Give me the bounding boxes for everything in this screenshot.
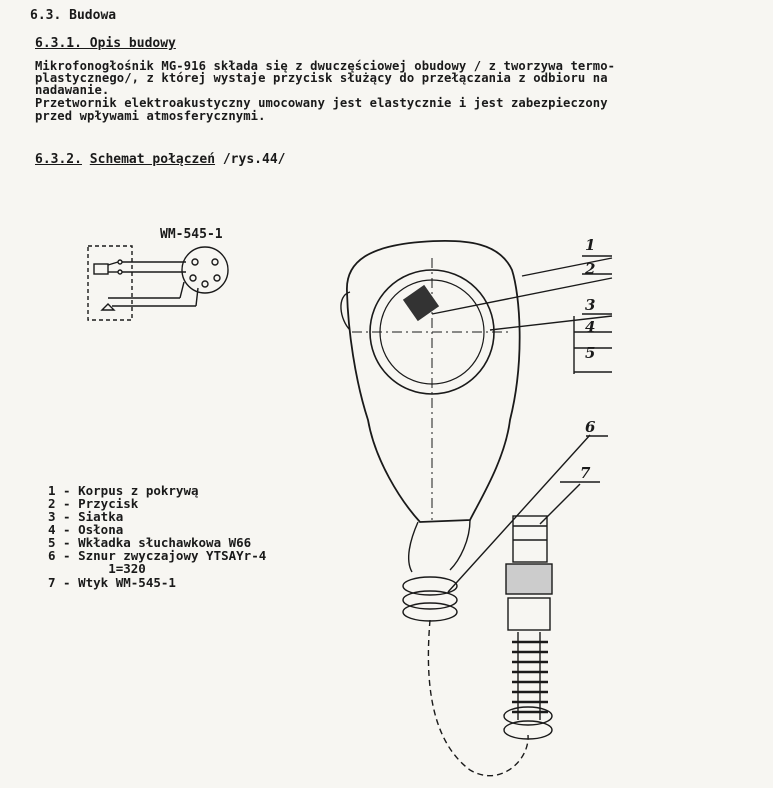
schematic-dashed-box [88,246,132,320]
connector-label: WM-545-1 [160,227,223,242]
transducer-symbol [102,304,114,310]
legend-item: 6 - Sznur zwyczajowy YTSAYr-4 [48,548,267,563]
section-heading: 6.3. Budowa [30,8,117,23]
push-button [403,285,439,321]
description-line: plastycznego/, z której wystaje przycisk służący do przełączania z odbioru na [35,71,608,85]
subheading-title: Schemat połączeń [89,152,216,167]
subheading-description: 6.3.1. Opis budowy [35,36,176,51]
legend-item: 1=320 [48,561,146,576]
coiled-cord [428,620,528,776]
microphone-body [347,241,520,522]
callout-1: 1 [585,236,596,254]
description-line: Przetwornik elektroakustyczny umocowany jest elastycznie i jest zabezpieczony [35,96,608,110]
callout-6: 6 [585,418,596,436]
callout-2: 2 [585,260,596,278]
legend-item: 7 - Wtyk WM-545-1 [48,575,176,590]
subheading-number: 6.3.2. [35,152,82,167]
connector-circle [182,247,228,293]
description-line: przed wpływami atmosferycznymi. [35,109,266,123]
legend-item: 4 - Osłona [48,522,124,537]
legend-item: 1 - Korpus z pokrywą [48,483,199,498]
legend-item: 2 - Przycisk [48,496,139,511]
description-line: nadawanie. [35,83,110,97]
legend-item: 3 - Siatka [48,509,124,524]
callout-3: 3 [585,296,596,314]
callout-5: 5 [585,344,596,362]
description-line: Mikrofonogłośnik MG-916 składa się z dwuczęściowej obudowy / z tworzywa termo- [35,59,616,73]
legend-item: 5 - Wkładka słuchawkowa W66 [48,535,252,550]
schematic-switch [94,264,108,274]
callout-7: 7 [580,464,591,482]
figure-reference: /rys.44/ [222,152,286,167]
callout-4: 4 [585,318,596,336]
